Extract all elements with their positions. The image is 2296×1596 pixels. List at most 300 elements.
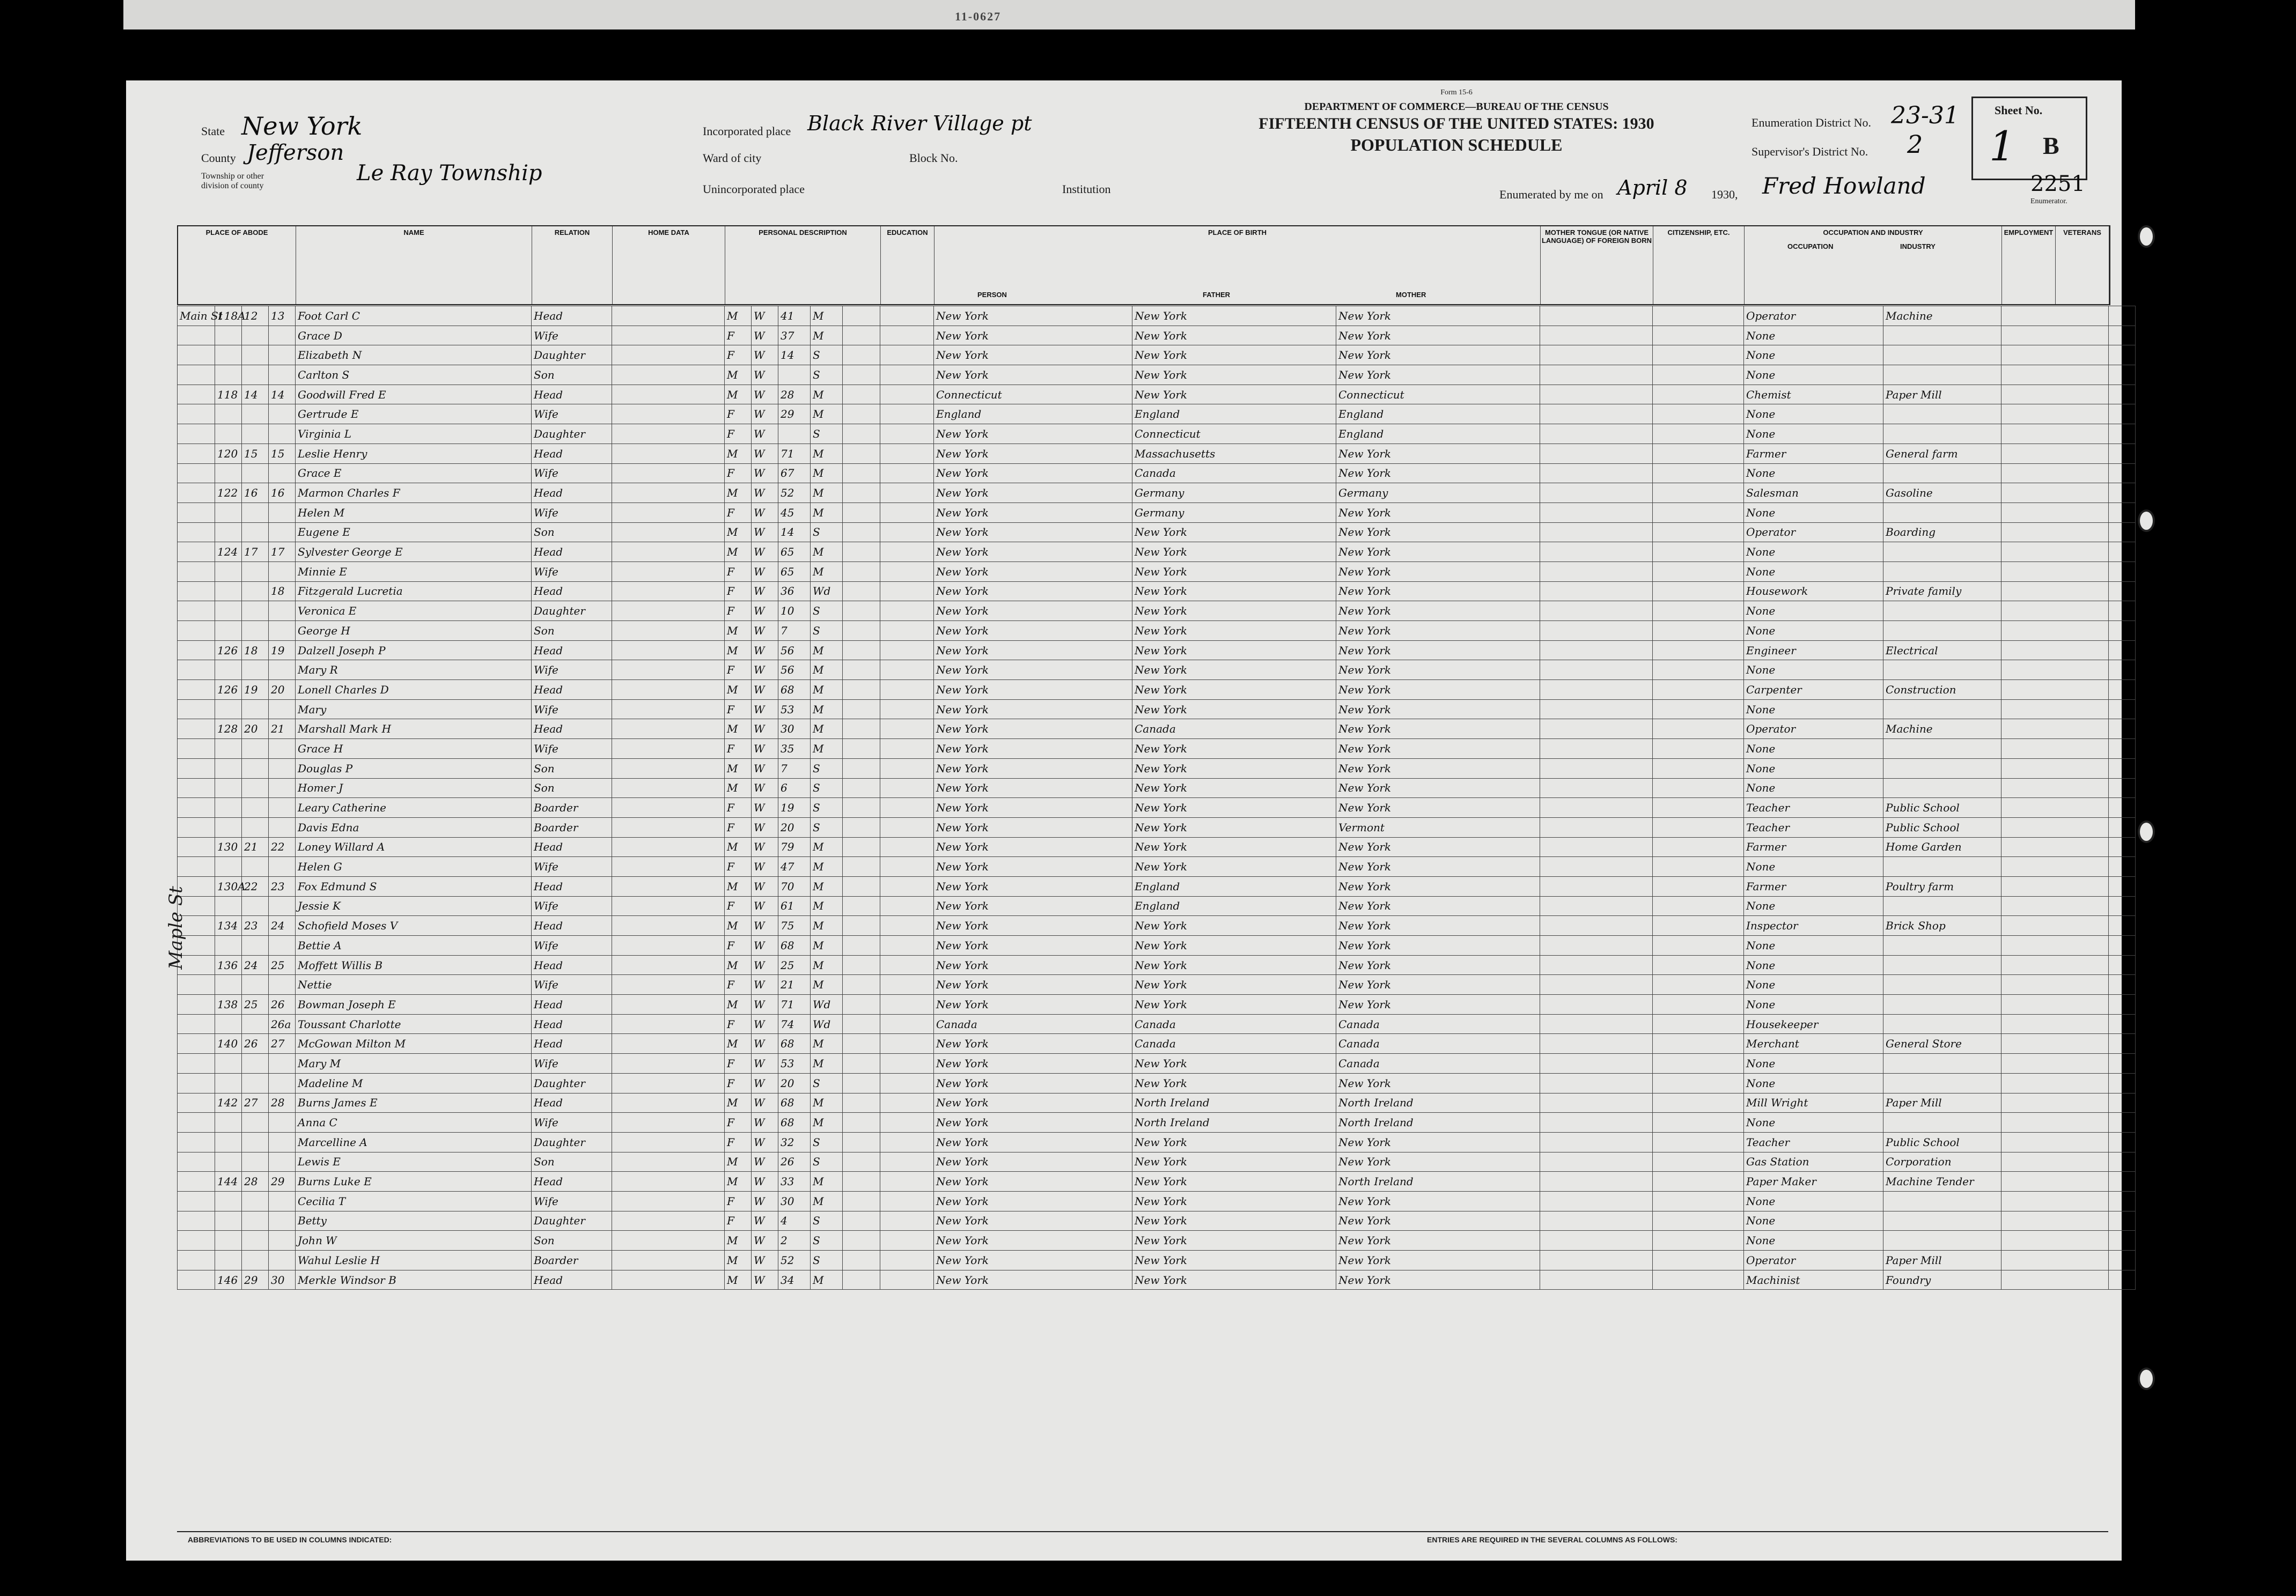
- cell-school: [843, 719, 880, 739]
- cell-edu: [880, 1251, 934, 1270]
- cell-race: W: [752, 385, 778, 404]
- cell-dwelling: [242, 601, 269, 621]
- cell-home: [612, 601, 725, 621]
- cell-family: [269, 1251, 296, 1270]
- cell-house: [215, 817, 242, 837]
- cell-name: Cecilia T: [296, 1191, 532, 1211]
- cell-tongue: [1540, 522, 1653, 542]
- cell-relation: Wife: [532, 561, 612, 581]
- table-row: [178, 345, 2136, 365]
- cell-mother: New York: [1336, 1132, 1540, 1152]
- cell-dwelling: [242, 424, 269, 444]
- cell-dwelling: 12: [242, 306, 269, 326]
- table-row: [178, 1054, 2136, 1074]
- cell-street: [178, 1113, 215, 1133]
- cell-ms: M: [811, 483, 843, 503]
- cell-name: Fox Edmund S: [296, 876, 532, 896]
- cell-house: [215, 561, 242, 581]
- table-row: [178, 365, 2136, 385]
- cell-house: [215, 1211, 242, 1231]
- cell-vet: [2109, 463, 2136, 483]
- cell-ms: S: [811, 345, 843, 365]
- cell-edu: [880, 876, 934, 896]
- cell-tongue: [1540, 1270, 1653, 1290]
- cell-sex: M: [725, 995, 752, 1015]
- cell-name: Goodwill Fred E: [296, 385, 532, 404]
- cell-mother: North Ireland: [1336, 1093, 1540, 1113]
- cell-race: W: [752, 660, 778, 680]
- cell-birth: New York: [934, 1073, 1132, 1093]
- cell-dwelling: [242, 699, 269, 719]
- colgroup-veterans: VETERANS: [2056, 226, 2109, 304]
- cell-school: [843, 542, 880, 562]
- cell-name: Burns Luke E: [296, 1172, 532, 1192]
- cell-relation: Wife: [532, 699, 612, 719]
- cell-age: 68: [778, 680, 811, 700]
- cell-relation: Head: [532, 680, 612, 700]
- cell-birth: Canada: [934, 1014, 1132, 1034]
- cell-school: [843, 916, 880, 936]
- binder-hole: [2138, 821, 2155, 843]
- cell-dwelling: [242, 778, 269, 798]
- cell-street: [178, 483, 215, 503]
- cell-school: [843, 758, 880, 778]
- cell-family: [269, 896, 296, 916]
- cell-emp: [2001, 955, 2109, 975]
- cell-tongue: [1540, 798, 1653, 818]
- cell-home: [612, 345, 725, 365]
- cell-cit: [1653, 621, 1744, 641]
- cell-birth: New York: [934, 896, 1132, 916]
- cell-cit: [1653, 916, 1744, 936]
- cell-occupation: None: [1744, 975, 1883, 995]
- cell-name: Homer J: [296, 778, 532, 798]
- cell-cit: [1653, 1211, 1744, 1231]
- cell-emp: [2001, 798, 2109, 818]
- cell-industry: [1883, 975, 2001, 995]
- cell-house: [215, 739, 242, 759]
- cell-house: [215, 1191, 242, 1211]
- cell-sex: F: [725, 798, 752, 818]
- cell-race: W: [752, 916, 778, 936]
- cell-birth: New York: [934, 581, 1132, 601]
- cell-emp: [2001, 1034, 2109, 1054]
- cell-sex: M: [725, 542, 752, 562]
- cell-name: Gertrude E: [296, 404, 532, 424]
- cell-house: [215, 1054, 242, 1074]
- cell-father: New York: [1132, 522, 1336, 542]
- cell-occupation: Farmer: [1744, 876, 1883, 896]
- cell-occupation: None: [1744, 936, 1883, 956]
- cell-dwelling: [242, 621, 269, 641]
- cell-relation: Wife: [532, 739, 612, 759]
- cell-name: Mary R: [296, 660, 532, 680]
- cell-cit: [1653, 975, 1744, 995]
- cell-age: 25: [778, 955, 811, 975]
- table-row: [178, 306, 2136, 326]
- cell-ms: M: [811, 876, 843, 896]
- cell-industry: [1883, 1191, 2001, 1211]
- cell-house: [215, 345, 242, 365]
- cell-vet: [2109, 995, 2136, 1015]
- cell-edu: [880, 1073, 934, 1093]
- cell-occupation: Operator: [1744, 719, 1883, 739]
- cell-house: [215, 326, 242, 345]
- cell-ms: S: [811, 817, 843, 837]
- cell-school: [843, 936, 880, 956]
- cell-age: 37: [778, 326, 811, 345]
- cell-father: Connecticut: [1132, 424, 1336, 444]
- cell-age: 33: [778, 1172, 811, 1192]
- cell-name: Merkle Windsor B: [296, 1270, 532, 1290]
- cell-name: Eugene E: [296, 522, 532, 542]
- cell-ms: S: [811, 601, 843, 621]
- cell-cit: [1653, 1054, 1744, 1074]
- cell-ms: S: [811, 1251, 843, 1270]
- cell-vet: [2109, 326, 2136, 345]
- cell-emp: [2001, 995, 2109, 1015]
- cell-industry: [1883, 365, 2001, 385]
- cell-relation: Wife: [532, 660, 612, 680]
- cell-age: 35: [778, 739, 811, 759]
- cell-vet: [2109, 660, 2136, 680]
- cell-father: New York: [1132, 640, 1336, 660]
- cell-race: W: [752, 680, 778, 700]
- cell-house: 130: [215, 837, 242, 857]
- cell-birth: New York: [934, 798, 1132, 818]
- cell-street: [178, 326, 215, 345]
- state-label: State: [201, 124, 225, 138]
- cell-tongue: [1540, 1073, 1653, 1093]
- cell-cit: [1653, 1093, 1744, 1113]
- cell-family: 17: [269, 542, 296, 562]
- cell-vet: [2109, 640, 2136, 660]
- cell-school: [843, 680, 880, 700]
- cell-vet: [2109, 1093, 2136, 1113]
- cell-ms: S: [811, 1132, 843, 1152]
- cell-school: [843, 975, 880, 995]
- supervisor-value: 2: [1907, 130, 1923, 159]
- cell-race: W: [752, 699, 778, 719]
- cell-emp: [2001, 424, 2109, 444]
- supervisor-label: Supervisor's District No.: [1752, 145, 1868, 158]
- cell-edu: [880, 1152, 934, 1172]
- cell-birth: New York: [934, 621, 1132, 641]
- cell-edu: [880, 1172, 934, 1192]
- cell-sex: M: [725, 621, 752, 641]
- cell-industry: Paper Mill: [1883, 1251, 2001, 1270]
- cell-ms: M: [811, 1034, 843, 1054]
- cell-birth: New York: [934, 955, 1132, 975]
- cell-relation: Boarder: [532, 817, 612, 837]
- enumerator-name: Fred Howland: [1762, 173, 1926, 199]
- cell-tongue: [1540, 758, 1653, 778]
- cell-name: Helen G: [296, 857, 532, 877]
- cell-industry: [1883, 778, 2001, 798]
- cell-dwelling: [242, 345, 269, 365]
- cell-cit: [1653, 798, 1744, 818]
- cell-relation: Son: [532, 778, 612, 798]
- cell-school: [843, 837, 880, 857]
- cell-name: Mary M: [296, 1054, 532, 1074]
- cell-sex: F: [725, 936, 752, 956]
- cell-age: 47: [778, 857, 811, 877]
- cell-street: [178, 1211, 215, 1231]
- table-row: [178, 522, 2136, 542]
- colgroup-home: HOME DATA: [613, 226, 725, 304]
- cell-industry: Brick Shop: [1883, 916, 2001, 936]
- cell-family: [269, 463, 296, 483]
- cell-school: [843, 995, 880, 1015]
- cell-industry: [1883, 1211, 2001, 1231]
- cell-house: [215, 581, 242, 601]
- cell-cit: [1653, 1172, 1744, 1192]
- cell-occupation: Teacher: [1744, 1132, 1883, 1152]
- cell-race: W: [752, 857, 778, 877]
- cell-dwelling: [242, 1211, 269, 1231]
- table-row: [178, 778, 2136, 798]
- cell-industry: Machine Tender: [1883, 1172, 2001, 1192]
- cell-vet: [2109, 542, 2136, 562]
- cell-relation: Wife: [532, 463, 612, 483]
- cell-birth: New York: [934, 1251, 1132, 1270]
- cell-relation: Wife: [532, 975, 612, 995]
- cell-street: [178, 1014, 215, 1034]
- cell-name: Davis Edna: [296, 817, 532, 837]
- cell-birth: New York: [934, 444, 1132, 463]
- cell-tongue: [1540, 1191, 1653, 1211]
- cell-father: New York: [1132, 660, 1336, 680]
- cell-school: [843, 522, 880, 542]
- cell-cit: [1653, 542, 1744, 562]
- cell-industry: [1883, 1231, 2001, 1251]
- cell-vet: [2109, 385, 2136, 404]
- cell-industry: [1883, 995, 2001, 1015]
- cell-father: New York: [1132, 1132, 1336, 1152]
- cell-father: New York: [1132, 306, 1336, 326]
- cell-name: Burns James E: [296, 1093, 532, 1113]
- state-value: New York: [241, 112, 363, 141]
- cell-dwelling: [242, 1054, 269, 1074]
- cell-race: W: [752, 995, 778, 1015]
- cell-vet: [2109, 581, 2136, 601]
- cell-emp: [2001, 561, 2109, 581]
- cell-street: [178, 1034, 215, 1054]
- table-row: [178, 601, 2136, 621]
- cell-relation: Son: [532, 621, 612, 641]
- cell-family: [269, 739, 296, 759]
- cell-edu: [880, 758, 934, 778]
- cell-father: New York: [1132, 1251, 1336, 1270]
- cell-edu: [880, 561, 934, 581]
- cell-street: [178, 1251, 215, 1270]
- cell-father: England: [1132, 896, 1336, 916]
- cell-father: New York: [1132, 837, 1336, 857]
- cell-street: [178, 365, 215, 385]
- cell-tongue: [1540, 424, 1653, 444]
- cell-family: [269, 601, 296, 621]
- cell-industry: Public School: [1883, 817, 2001, 837]
- table-row: [178, 640, 2136, 660]
- cell-birth: New York: [934, 1231, 1132, 1251]
- cell-vet: [2109, 1054, 2136, 1074]
- cell-age: 14: [778, 522, 811, 542]
- cell-emp: [2001, 1132, 2109, 1152]
- cell-street: [178, 1152, 215, 1172]
- cell-emp: [2001, 739, 2109, 759]
- cell-tongue: [1540, 837, 1653, 857]
- cell-relation: Wife: [532, 1191, 612, 1211]
- cell-age: 28: [778, 385, 811, 404]
- cell-occupation: Carpenter: [1744, 680, 1883, 700]
- cell-father: New York: [1132, 385, 1336, 404]
- cell-edu: [880, 601, 934, 621]
- cell-house: [215, 503, 242, 522]
- cell-age: 70: [778, 876, 811, 896]
- cell-emp: [2001, 326, 2109, 345]
- cell-race: W: [752, 1132, 778, 1152]
- cell-father: New York: [1132, 1073, 1336, 1093]
- cell-home: [612, 365, 725, 385]
- cell-occupation: None: [1744, 542, 1883, 562]
- cell-house: 134: [215, 916, 242, 936]
- cell-edu: [880, 699, 934, 719]
- cell-ms: M: [811, 975, 843, 995]
- cell-mother: New York: [1336, 876, 1540, 896]
- cell-emp: [2001, 1093, 2109, 1113]
- cell-father: New York: [1132, 916, 1336, 936]
- cell-sex: M: [725, 778, 752, 798]
- cell-school: [843, 483, 880, 503]
- cell-race: W: [752, 837, 778, 857]
- cell-home: [612, 1054, 725, 1074]
- cell-home: [612, 1034, 725, 1054]
- table-row: [178, 1034, 2136, 1054]
- cell-edu: [880, 640, 934, 660]
- cell-family: [269, 326, 296, 345]
- cell-dwelling: [242, 503, 269, 522]
- cell-name: Mary: [296, 699, 532, 719]
- cell-cit: [1653, 955, 1744, 975]
- cell-mother: New York: [1336, 1152, 1540, 1172]
- cell-birth: New York: [934, 1172, 1132, 1192]
- cell-sex: F: [725, 1211, 752, 1231]
- cell-father: New York: [1132, 798, 1336, 818]
- cell-industry: Paper Mill: [1883, 1093, 2001, 1113]
- cell-home: [612, 699, 725, 719]
- cell-house: [215, 404, 242, 424]
- cell-sex: M: [725, 719, 752, 739]
- cell-relation: Son: [532, 1152, 612, 1172]
- census-rows: [178, 306, 2136, 1290]
- cell-birth: New York: [934, 699, 1132, 719]
- cell-cit: [1653, 601, 1744, 621]
- cell-school: [843, 1251, 880, 1270]
- cell-father: New York: [1132, 561, 1336, 581]
- cell-house: 146: [215, 1270, 242, 1290]
- cell-home: [612, 1073, 725, 1093]
- subhead-person: PERSON: [977, 291, 1007, 299]
- cell-name: Grace D: [296, 326, 532, 345]
- cell-birth: New York: [934, 857, 1132, 877]
- cell-street: [178, 975, 215, 995]
- cell-cit: [1653, 365, 1744, 385]
- cell-family: [269, 561, 296, 581]
- cell-vet: [2109, 739, 2136, 759]
- cell-relation: Head: [532, 581, 612, 601]
- cell-race: W: [752, 817, 778, 837]
- cell-ms: S: [811, 1152, 843, 1172]
- cell-mother: England: [1336, 424, 1540, 444]
- column-headings: [177, 225, 2110, 305]
- cell-home: [612, 936, 725, 956]
- cell-school: [843, 424, 880, 444]
- cell-vet: [2109, 1152, 2136, 1172]
- cell-birth: New York: [934, 876, 1132, 896]
- cell-name: Minnie E: [296, 561, 532, 581]
- institution-label: Institution: [1062, 182, 1111, 196]
- cell-sex: F: [725, 463, 752, 483]
- cell-edu: [880, 817, 934, 837]
- cell-home: [612, 817, 725, 837]
- cell-family: [269, 503, 296, 522]
- cell-school: [843, 640, 880, 660]
- cell-tongue: [1540, 995, 1653, 1015]
- cell-street: [178, 739, 215, 759]
- cell-vet: [2109, 1270, 2136, 1290]
- table-row: [178, 581, 2136, 601]
- cell-vet: [2109, 936, 2136, 956]
- cell-name: Lewis E: [296, 1152, 532, 1172]
- cell-mother: New York: [1336, 640, 1540, 660]
- cell-edu: [880, 1211, 934, 1231]
- cell-birth: New York: [934, 660, 1132, 680]
- cell-birth: New York: [934, 326, 1132, 345]
- cell-cit: [1653, 758, 1744, 778]
- cell-ms: S: [811, 758, 843, 778]
- cell-ms: M: [811, 326, 843, 345]
- cell-occupation: None: [1744, 739, 1883, 759]
- cell-mother: New York: [1336, 975, 1540, 995]
- cell-home: [612, 680, 725, 700]
- cell-emp: [2001, 817, 2109, 837]
- cell-mother: New York: [1336, 955, 1540, 975]
- cell-house: [215, 798, 242, 818]
- cell-father: New York: [1132, 581, 1336, 601]
- cell-cit: [1653, 1270, 1744, 1290]
- cell-house: [215, 1231, 242, 1251]
- cell-sex: F: [725, 1132, 752, 1152]
- table-row: [178, 542, 2136, 562]
- cell-street: [178, 385, 215, 404]
- cell-name: Lonell Charles D: [296, 680, 532, 700]
- cell-relation: Wife: [532, 896, 612, 916]
- cell-race: W: [752, 581, 778, 601]
- cell-vet: [2109, 719, 2136, 739]
- cell-street: [178, 857, 215, 877]
- cell-industry: Home Garden: [1883, 837, 2001, 857]
- strip-code: 11-0627: [955, 10, 1002, 23]
- cell-mother: New York: [1336, 444, 1540, 463]
- cell-birth: New York: [934, 719, 1132, 739]
- cell-industry: [1883, 1113, 2001, 1133]
- cell-father: New York: [1132, 817, 1336, 837]
- cell-birth: New York: [934, 424, 1132, 444]
- cell-street: [178, 1231, 215, 1251]
- cell-race: W: [752, 1172, 778, 1192]
- cell-school: [843, 385, 880, 404]
- table-row: [178, 424, 2136, 444]
